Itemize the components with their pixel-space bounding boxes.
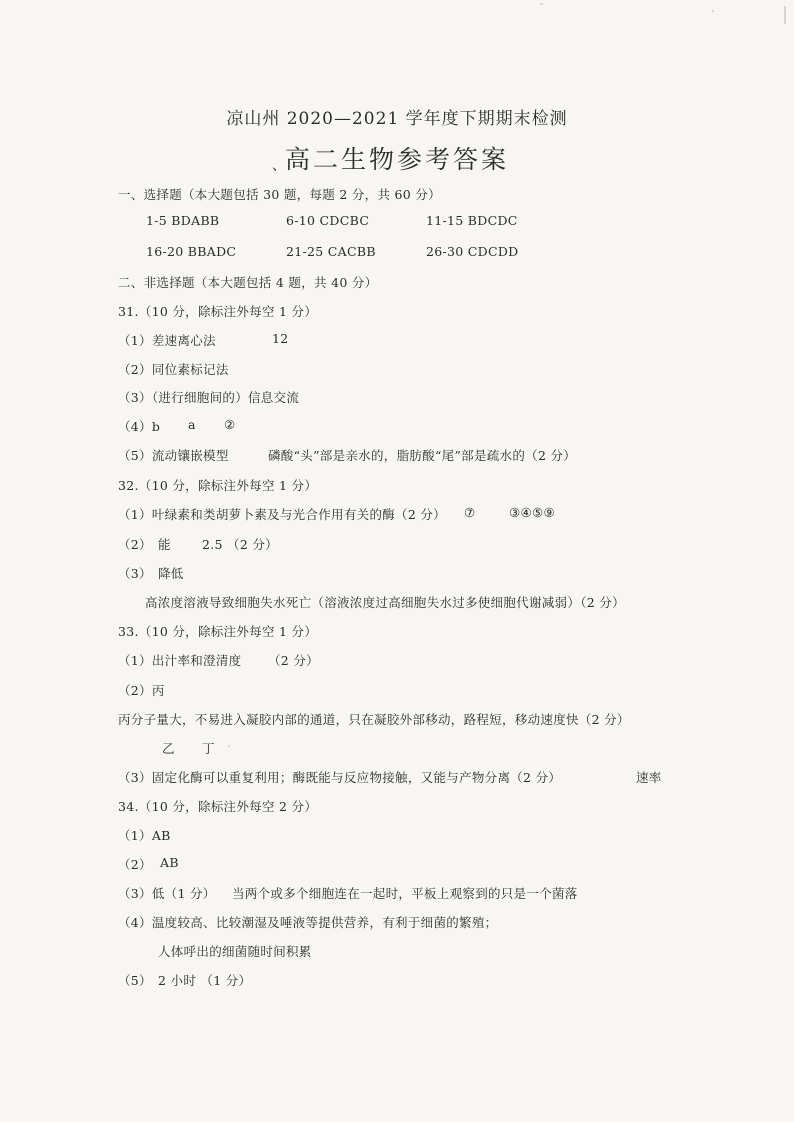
q31-answer-4: （4）b xyxy=(118,419,161,434)
q31-answer-2: （2）同位素标记法 xyxy=(118,362,229,377)
q33-answer-2b: 丙分子量大，不易进入凝胶内部的通道，只在凝胶外部移动，路程短，移动速度快（2 分） xyxy=(118,712,630,727)
answer-group-1-5: 1-5 BDABB xyxy=(146,213,220,228)
answer-group-11-15: 11-15 BDCDC xyxy=(426,213,518,228)
q32-answer-1c: ③④⑤⑨ xyxy=(509,505,556,520)
q32-answer-3c: 高浓度溶液导致细胞失水死亡（溶液浓度过高细胞失水过多使细胞代谢减弱）（2 分） xyxy=(145,595,625,610)
q34-answer-2: （2） xyxy=(118,857,152,872)
q31-answer-3: （3）（进行细胞间的）信息交流 xyxy=(118,390,300,405)
scan-artifact xyxy=(784,6,786,24)
answer-group-6-10: 6-10 CDCBC xyxy=(286,213,370,228)
scan-artifact xyxy=(712,10,714,12)
q31-heading: 31.（10 分，除标注外每空 1 分） xyxy=(118,304,318,319)
answer-group-26-30: 26-30 CDCDD xyxy=(426,244,519,259)
q34-heading: 34.（10 分，除标注外每空 2 分） xyxy=(118,799,318,814)
q33-answer-3b: 速率 xyxy=(636,770,662,785)
q32-answer-3: （3） xyxy=(118,566,152,581)
q33-answer-2d: 丁 xyxy=(202,741,215,756)
q31-answer-1: （1）差速离心法 xyxy=(118,333,216,348)
q31-answer-4c: ② xyxy=(224,417,236,432)
q32-answer-2: （2） xyxy=(118,537,152,552)
scan-artifact xyxy=(540,3,543,5)
q34-answer-5b: 2 小时 （1 分） xyxy=(158,973,252,988)
q33-answer-2: （2）丙 xyxy=(118,683,165,698)
q34-answer-4b: 人体呼出的细菌随时间积累 xyxy=(158,944,312,959)
q32-answer-3b: 降低 xyxy=(158,566,184,581)
section1-heading: 一、选择题（本大题包括 30 题，每题 2 分，共 60 分） xyxy=(118,187,441,202)
scan-artifact xyxy=(228,745,230,747)
section2-heading: 二、非选择题（本大题包括 4 题，共 40 分） xyxy=(118,275,378,290)
q31-answer-4b: a xyxy=(188,417,196,432)
q34-answer-3: （3）低（1 分） xyxy=(118,886,216,901)
q32-answer-1b: ⑦ xyxy=(464,505,476,520)
q33-answer-2c: 乙 xyxy=(162,741,175,756)
q33-answer-1b: （2 分） xyxy=(268,653,319,668)
answer-group-21-25: 21-25 CACBB xyxy=(286,244,376,259)
q34-answer-5: （5） xyxy=(118,973,152,988)
q34-answer-2b: AB xyxy=(160,855,179,870)
q31-answer-5: （5）流动镶嵌模型 xyxy=(118,448,229,463)
answer-group-16-20: 16-20 BBADC xyxy=(146,244,237,259)
q32-answer-2c: 2.5 （2 分） xyxy=(202,537,278,552)
q31-answer-1b: 12 xyxy=(272,331,289,346)
exam-title: 凉山州 2020—2021 学年度下期期末检测 xyxy=(226,109,568,129)
q33-answer-1: （1）出汁率和澄清度 xyxy=(118,653,242,668)
page-title: 高二生物参考答案 xyxy=(284,145,509,174)
q32-heading: 32.（10 分，除标注外每空 1 分） xyxy=(118,478,318,493)
q34-answer-3b: 当两个或多个细胞连在一起时，平板上观察到的只是一个菌落 xyxy=(232,886,578,901)
q31-answer-5b: 磷酸“头”部是亲水的，脂肪酸“尾”部是疏水的（2 分） xyxy=(268,448,577,463)
q34-answer-4: （4）温度较高、比较潮湿及唾液等提供营养，有利于细菌的繁殖； xyxy=(118,915,498,930)
q33-answer-3: （3）固定化酶可以重复利用；酶既能与反应物接触，又能与产物分离（2 分） xyxy=(118,770,562,785)
q34-answer-1: （1）AB xyxy=(118,828,171,843)
q32-answer-1: （1）叶绿素和类胡萝卜素及与光合作用有关的酶（2 分） xyxy=(118,507,446,522)
q32-answer-2b: 能 xyxy=(158,537,171,552)
q33-heading: 33.（10 分，除标注外每空 1 分） xyxy=(118,624,318,639)
stray-mark: 、 xyxy=(272,158,286,174)
